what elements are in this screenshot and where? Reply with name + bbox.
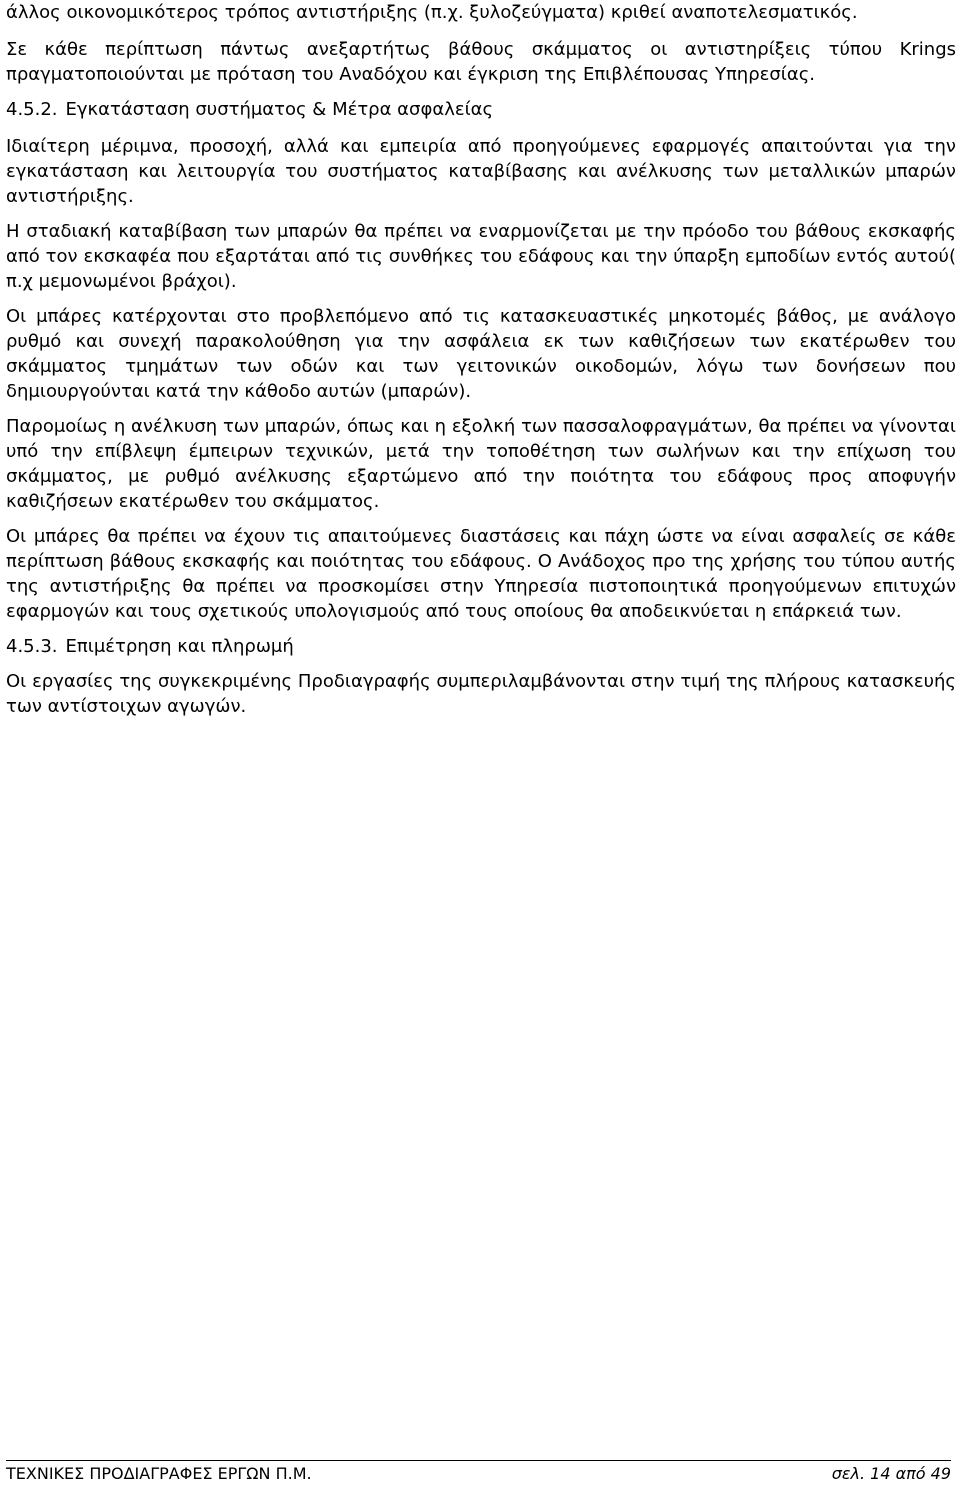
paragraph-care: Ιδιαίτερη μέριμνα, προσοχή, αλλά και εμπειρία από προηγούμενες εφαρμογές απαιτούνται για την εγκατάσταση και λειτουργία του συστήματος καταβίβασης και ανέλκυσης των μεταλλικών μπαρών αντιστήριξης. — [6, 136, 956, 207]
document-page — [6, 0, 956, 719]
page-footer — [6, 1460, 951, 1484]
footer-document-title: ΤΕΧΝΙΚΕΣ ΠΡΟΔΙΑΓΡΑΦΕΣ ΕΡΓΩΝ Π.Μ. — [6, 1464, 312, 1483]
paragraph-lowering: Η σταδιακή καταβίβαση των μπαρών θα πρέπει να εναρμονίζεται με την πρόοδο του βάθους εκσκαφής από τον εκσκαφέα που εξαρτάται από τις συνθήκες του εδάφους και την ύπαρξη εμποδίων εντός αυτού( π.χ μεμονωμένοι βράχοι). — [6, 221, 956, 292]
section-heading-measurement — [6, 634, 956, 659]
section-title: Εγκατάσταση συστήματος & Μέτρα ασφαλείας — [65, 99, 494, 120]
paragraph-payment: Οι εργασίες της συγκεκριμένης Προδιαγραφής συμπεριλαμβάνονται στην τιμή της πλήρους κατασκευής των αντίστοιχων αγωγών. — [6, 671, 956, 717]
paragraph-bars-depth: Οι μπάρες κατέρχονται στο προβλεπόμενο από τις κατασκευαστικές μηκοτομές βάθος, με ανάλογο ρυθμό και συνεχή παρακολούθηση για την ασφάλεια εκ των καθιζήσεων των εκατέρωθεν του σκάμματος τμημάτων των οδών και των γειτονικών οικοδομών, λόγω των δονήσεων που δημιουργούνται κατά την κάθοδο αυτών (μπαρών). — [6, 306, 956, 402]
paragraph-dimensions: Οι μπάρες θα πρέπει να έχουν τις απαιτούμενες διαστάσεις και πάχη ώστε να είναι ασφαλείς σε κάθε περίπτωση βάθους εκσκαφής και ποιότητας του εδάφους. Ο Ανάδοχος προ της χρήσης του τύπου αυτής της αντιστήριξης θα πρέπει να προσκομίσει στην Υπηρεσία πιστοποιητικά προηγούμενων επιτυχών εφαρμογών και τους σχετικούς υπολογισμούς από τους οποίους θα αποδεικνύεται η επάρκειά των. — [6, 526, 956, 622]
footer-page-number: σελ. 14 από 49 — [831, 1464, 951, 1483]
section-number: 4.5.3. — [6, 636, 58, 657]
paragraph-lifting: Παρομοίως η ανέλκυση των μπαρών, όπως και η εξολκή των πασσαλοφραγμάτων, θα πρέπει να γίνονται υπό την επίβλεψη έμπειρων τεχνικών, μετά την τοποθέτηση των σωλήνων και την επίχωση του σκάμματος, με ρυθμό ανέλκυσης εξαρτώμενο από την ποιότητα του εδάφους προς αποφυγήν καθιζήσεων εκατέρωθεν του σκάμματος. — [6, 416, 956, 512]
section-title: Επιμέτρηση και πληρωμή — [65, 636, 294, 657]
section-heading-installation — [6, 97, 956, 122]
section-number: 4.5.2. — [6, 99, 58, 120]
paragraph-intro-tail: άλλος οικονομικότερος τρόπος αντιστήριξης (π.χ. ξυλοζεύγματα) κριθεί αναποτελεσματικός. — [6, 2, 858, 23]
paragraph-krings: Σε κάθε περίπτωση πάντως ανεξαρτήτως βάθους σκάμματος οι αντιστηρίξεις τύπου Krings πραγματοποιούνται με πρόταση του Αναδόχου και έγκριση της Επιβλέπουσας Υπηρεσίας. — [6, 39, 956, 85]
